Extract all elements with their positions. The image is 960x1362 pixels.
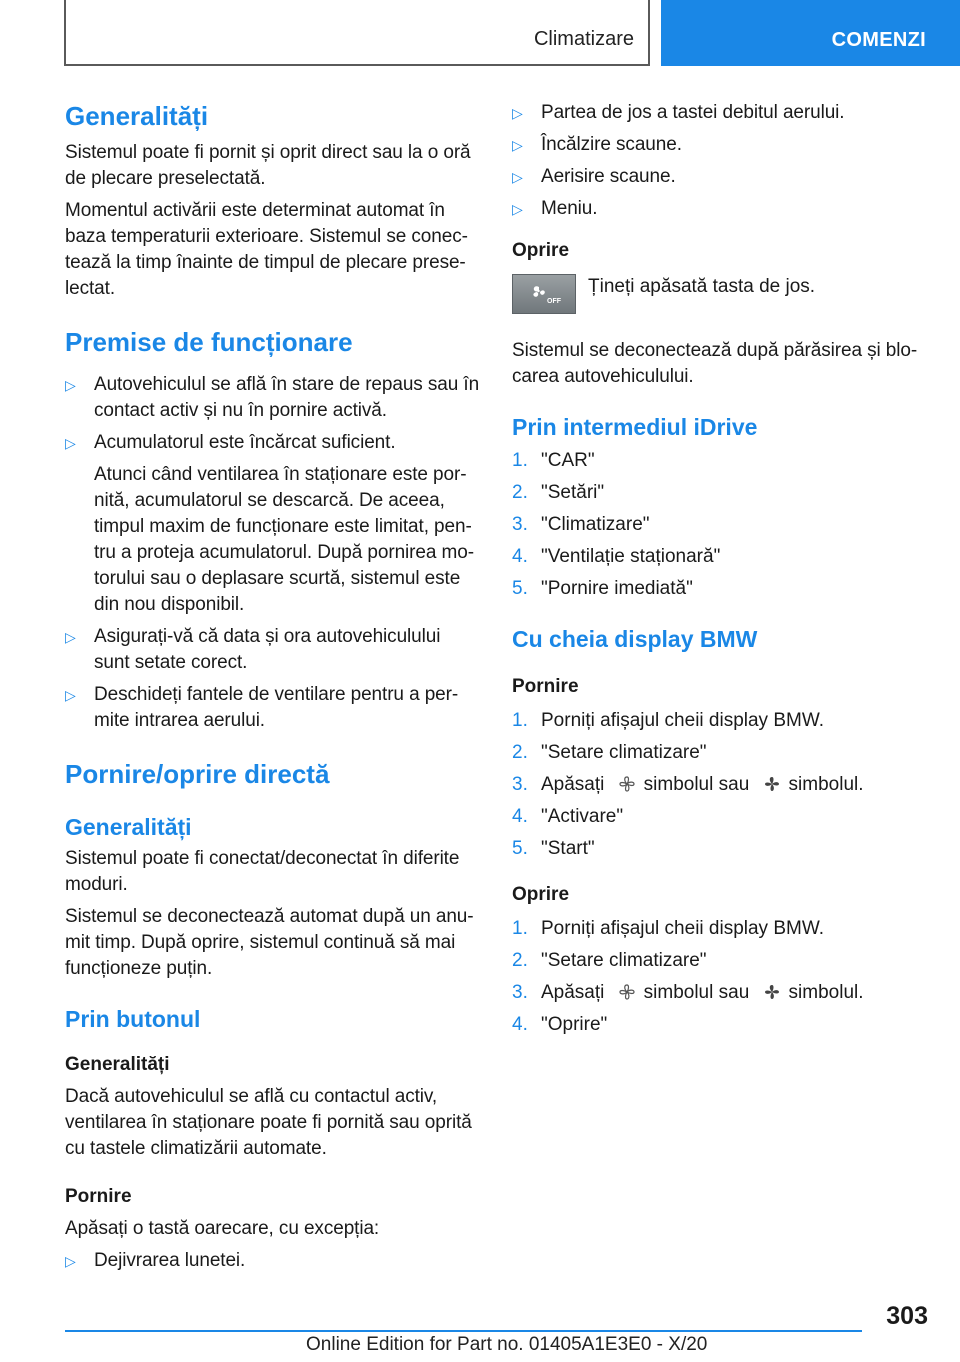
step-item: 2. "Setare climatizare" bbox=[512, 742, 707, 763]
button-instruction: Țineți apăsată tasta de jos. bbox=[588, 276, 816, 297]
triangle-bullet-icon: ▷ bbox=[65, 687, 76, 703]
heading-oprire-key: Oprire bbox=[512, 884, 570, 905]
heading-pornire-oprire-directa: Pornire/oprire directă bbox=[65, 759, 330, 789]
header-bar bbox=[64, 0, 650, 66]
step-item: 2. "Setări" bbox=[512, 482, 605, 503]
step-item: 2. "Setare climatizare" bbox=[512, 950, 707, 971]
step-item: 5. "Start" bbox=[512, 838, 595, 859]
fan-icon bbox=[529, 281, 561, 309]
heading-premise: Premise de funcționare bbox=[65, 327, 353, 357]
paragraph: Sistemul poate fi pornit și oprit direct sau la o oră de plecare preselectată. bbox=[65, 142, 471, 189]
triangle-bullet-icon: ▷ bbox=[512, 105, 523, 121]
off-button-illustration bbox=[512, 274, 928, 328]
step-item: 1. "CAR" bbox=[512, 450, 595, 471]
step-item: 4. "Activare" bbox=[512, 806, 624, 827]
step-item: 1. Porniți afișajul cheii display BMW. bbox=[512, 710, 824, 731]
tab-comenzi-label: COMENZI bbox=[831, 29, 926, 51]
right-column bbox=[512, 100, 928, 1044]
heading-generalitati-3: Generalități bbox=[65, 1054, 170, 1075]
step-item: 4. "Ventilație staționară" bbox=[512, 546, 721, 567]
list-item: ▷ Deschideți fantele de ventilare pentru a per‐mite intrarea aerului. bbox=[65, 684, 459, 731]
paragraph: Momentul activării este determinat automat în baza temperaturii exterioare. Sistemul se conec‐tează la timp înainte de timpul de plecare prese‐lectat. bbox=[65, 200, 468, 299]
edition-note: Online Edition for Part no. 01405A1E3E0 - X/20 bbox=[306, 1334, 708, 1355]
section-title: Climatizare bbox=[533, 28, 634, 50]
triangle-bullet-icon: ▷ bbox=[65, 1253, 76, 1269]
paragraph: Sistemul se deconectează automat după un anu‐mit timp. După oprire, sistemul continuă să mai funcționeze puțin. bbox=[65, 906, 474, 979]
heading-pornire: Pornire bbox=[65, 1186, 132, 1207]
list-item: ▷ Aerisire scaune. bbox=[512, 164, 928, 190]
step-item: 5. "Pornire imediată" bbox=[512, 578, 693, 599]
heading-cheia-display: Cu cheia display BMW bbox=[512, 626, 758, 652]
step-item: 4. "Oprire" bbox=[512, 1014, 608, 1035]
heading-generalitati-2: Generalități bbox=[65, 814, 192, 840]
fan-outline-icon bbox=[618, 775, 636, 793]
triangle-bullet-icon: ▷ bbox=[512, 137, 523, 153]
list-item: ▷ Asigurați-vă că data și ora autovehiculului sunt setate corect. bbox=[65, 626, 441, 673]
triangle-bullet-icon: ▷ bbox=[512, 169, 523, 185]
fan-filled-icon bbox=[763, 983, 781, 1001]
list-item: ▷ Încălzire scaune. bbox=[512, 132, 928, 158]
list-item-detail: Atunci când ventilarea în staționare este por‐nită, acumulatorul se descarcă. De aceea, timpul maxim de funcționare este limitat, pen‐tru a proteja acumulatorul. După pornirea mo‐torului sau o deplasare scurtă, sistemul este din nou disponibil. bbox=[94, 464, 474, 615]
step-item: 3. "Climatizare" bbox=[512, 514, 650, 535]
footer-divider bbox=[65, 1330, 862, 1332]
heading-pornire-key: Pornire bbox=[512, 676, 579, 697]
fan-outline-icon bbox=[618, 983, 636, 1001]
list-item: ▷ Acumulatorul este încărcat suficient. Atunci când ventilarea în staționare este por‐nită, acumulatorul se descarcă. De aceea, timpul maxim de funcționare este limitat, pen‐tru a proteja acumulatorul. După pornirea mo‐torului sau o deplasare scurtă, sistemul este din nou disponibil. bbox=[65, 430, 481, 618]
step-item: 3. Apăsați simbolul sau simbolul. bbox=[512, 774, 864, 795]
left-column bbox=[65, 100, 481, 1280]
list-item: ▷ Autovehiculul se află în stare de repaus sau în contact activ și nu în pornire activă. bbox=[65, 374, 480, 421]
triangle-bullet-icon: ▷ bbox=[65, 377, 76, 393]
step-item: 3. Apăsați simbolul sau simbolul. bbox=[512, 982, 864, 1003]
list-item: ▷ Partea de jos a tastei debitul aerului. bbox=[512, 100, 928, 126]
list-item: ▷ Meniu. bbox=[512, 196, 928, 222]
heading-oprire: Oprire bbox=[512, 240, 570, 261]
heading-prin-idrive: Prin intermediul iDrive bbox=[512, 414, 758, 440]
tab-comenzi[interactable] bbox=[661, 0, 960, 66]
paragraph: Sistemul se deconectează după părăsirea și blo‐carea autovehiculului. bbox=[512, 340, 918, 387]
heading-generalitati: Generalități bbox=[65, 101, 209, 131]
page-number: 303 bbox=[886, 1302, 928, 1330]
paragraph: Apăsați o tastă oarecare, cu excepția: bbox=[65, 1218, 380, 1239]
svg-text:OFF: OFF bbox=[547, 298, 561, 305]
fan-off-button-image bbox=[512, 274, 576, 314]
heading-prin-butonul: Prin butonul bbox=[65, 1006, 201, 1032]
fan-filled-icon bbox=[763, 775, 781, 793]
triangle-bullet-icon: ▷ bbox=[65, 435, 76, 451]
list-item: ▷ Dejivrarea lunetei. bbox=[65, 1248, 481, 1274]
step-item: 1. Porniți afișajul cheii display BMW. bbox=[512, 918, 824, 939]
paragraph: Dacă autovehiculul se află cu contactul activ, ventilarea în staționare poate fi pornită sau oprită cu tastele climatizării automate. bbox=[65, 1086, 472, 1159]
triangle-bullet-icon: ▷ bbox=[65, 629, 76, 645]
paragraph: Sistemul poate fi conectat/deconectat în diferite moduri. bbox=[65, 848, 460, 895]
triangle-bullet-icon: ▷ bbox=[512, 201, 523, 217]
